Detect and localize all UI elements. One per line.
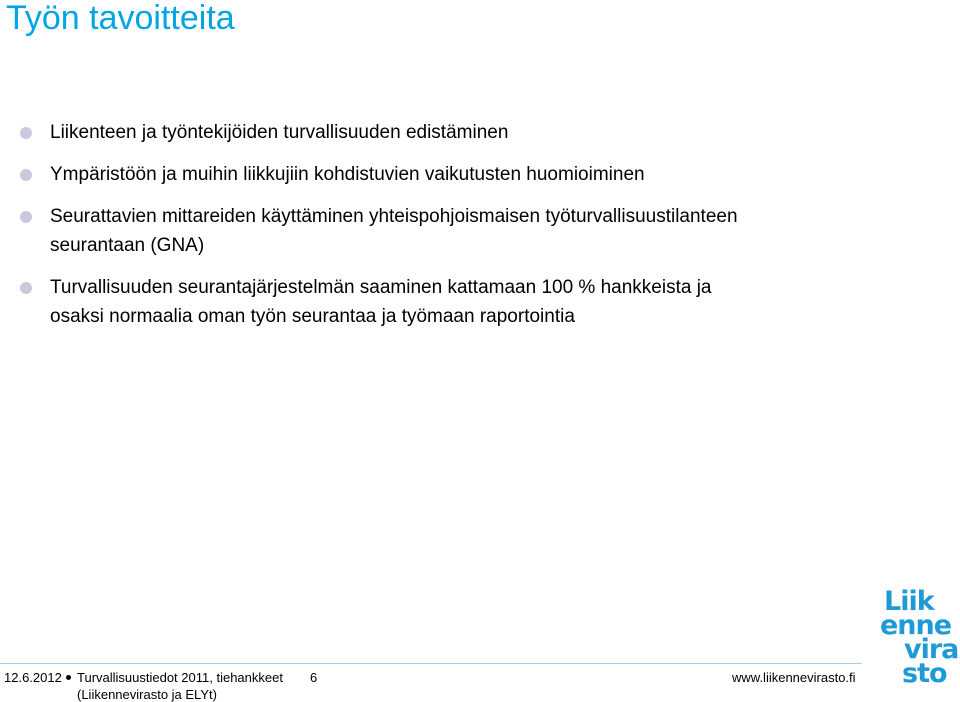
bullet-text: Seurattavien mittareiden käyttäminen yhteispohjoismaisen työturvallisuustilanteen seurantaan (GNA) <box>50 206 738 256</box>
bullet-text: Turvallisuuden seurantajärjestelmän saaminen kattamaan 100 % hankkeista ja osaksi normaalia oman työn seurantaa ja työmaan raportointia <box>50 277 712 327</box>
bullet-dot-icon <box>20 211 32 223</box>
bullet-item <box>0 118 750 147</box>
bullet-dot-icon <box>20 169 32 181</box>
bullet-text: Liikenteen ja työntekijöiden turvallisuuden edistäminen <box>50 122 509 143</box>
footer-url: www.liikennevirasto.fi <box>732 670 856 685</box>
page-number: 6 <box>310 670 318 685</box>
logo-line: vira <box>904 634 959 665</box>
footer-divider <box>0 663 862 664</box>
footer-date: 12.6.2012 <box>4 670 62 685</box>
slide-title: Työn tavoitteita <box>6 0 235 37</box>
logo-line: Liik <box>884 586 934 617</box>
bullet-dot-icon <box>20 127 32 139</box>
bullet-list <box>0 118 960 344</box>
footer-separator-dot-icon <box>66 675 71 680</box>
bullet-text: Ympäristöön ja muihin liikkujiin kohdistuvien vaikutusten huomioiminen <box>50 164 645 185</box>
logo-line: sto <box>902 658 947 689</box>
bullet-dot-icon <box>20 282 32 294</box>
bullet-item <box>0 202 750 260</box>
bullet-item <box>0 273 750 331</box>
bullet-item <box>0 160 750 189</box>
footer-description: Turvallisuustiedot 2011, tiehankkeet (Liikennevirasto ja ELYt) <box>77 670 283 702</box>
liikennevirasto-logo <box>878 586 960 689</box>
logo-line: enne <box>880 610 952 641</box>
